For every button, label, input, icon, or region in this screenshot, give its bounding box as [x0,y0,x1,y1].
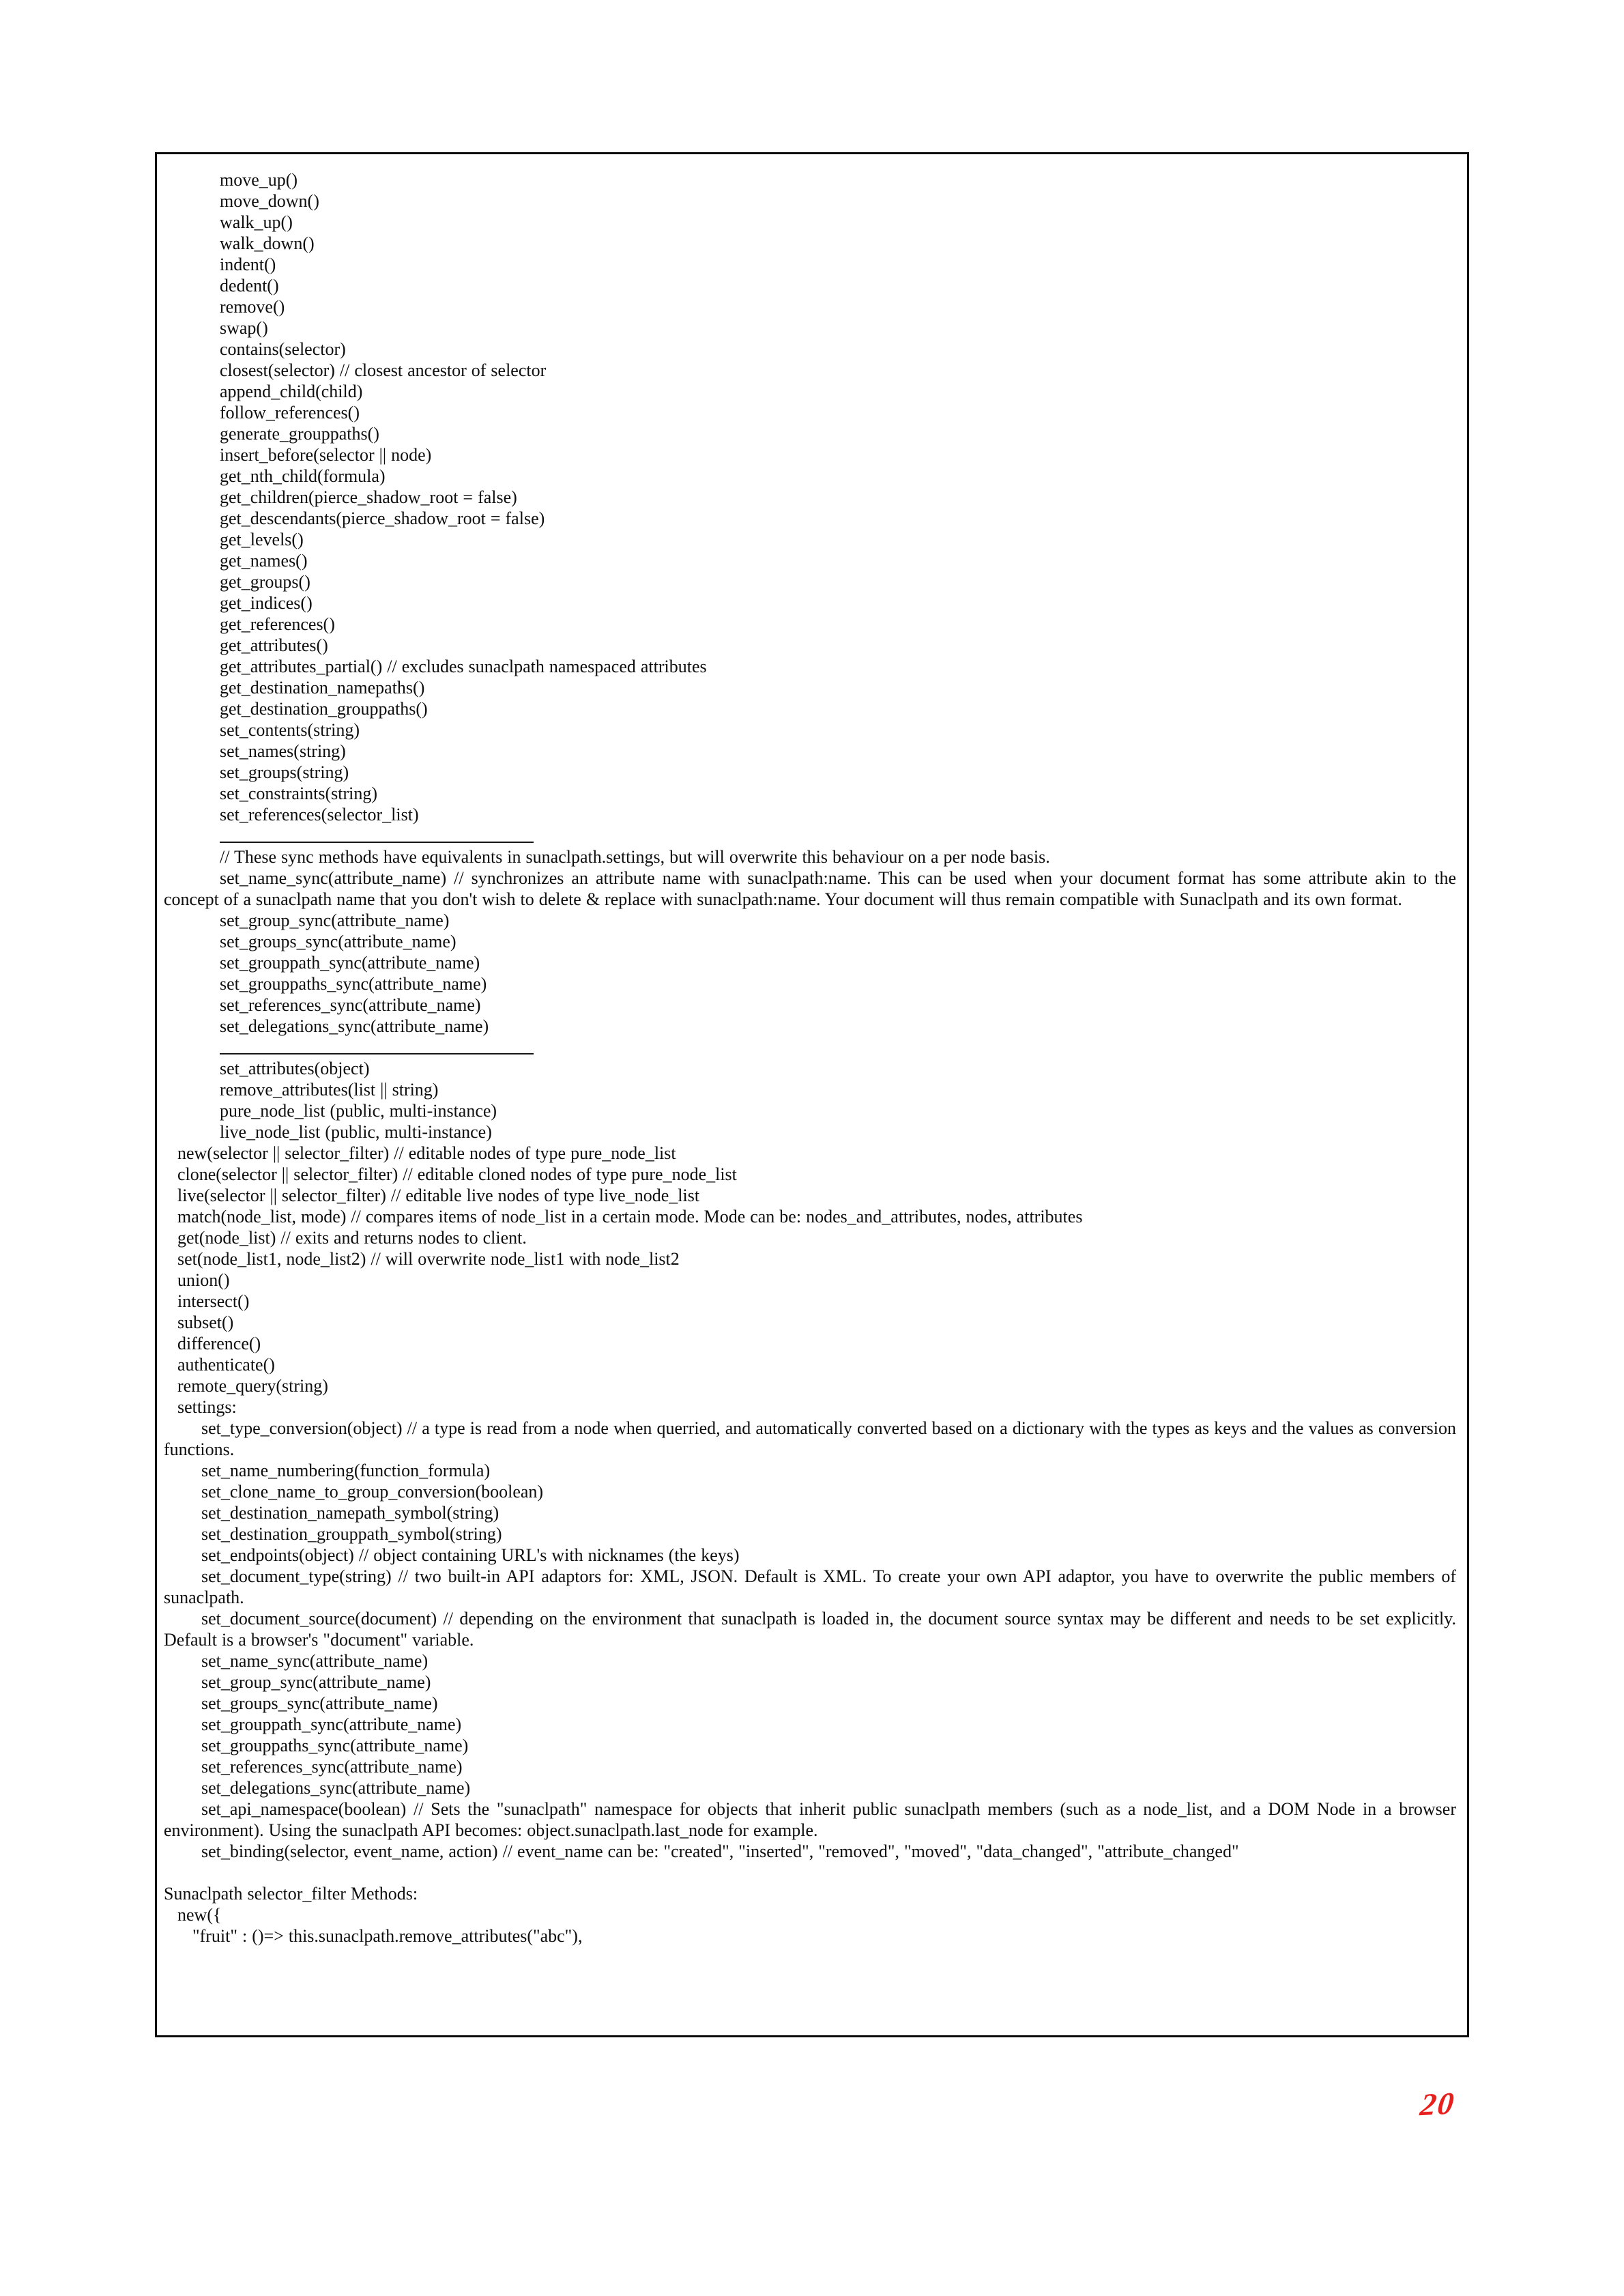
code-line: get_references() [220,614,335,634]
code-line: set_constraints(string) [220,784,378,803]
code-line: set_contents(string) [220,720,360,740]
code-line: get(node_list) // exits and returns nodes to client. [177,1228,527,1248]
code-line: live(selector || selector_filter) // editable live nodes of type live_node_list [177,1186,700,1205]
blank-line [164,1862,1456,1883]
code-line: set_grouppaths_sync(attribute_name) [201,1736,469,1755]
code-line: walk_down() [220,233,315,253]
separator-rule-line [164,825,1456,846]
code-line: get_indices() [220,593,313,613]
code-line: get_descendants(pierce_shadow_root = false) [220,508,545,528]
code-line: set_endpoints(object) // object containing URL's with nicknames (the keys) [201,1545,740,1565]
code-line: set_groups(string) [220,762,349,782]
code-line: walk_up() [220,212,293,232]
code-line: closest(selector) // closest ancestor of selector [220,360,547,380]
code-line: set_group_sync(attribute_name) [220,910,450,930]
code-line: contains(selector) [220,339,346,359]
code-line: dedent() [220,276,279,296]
code-line: set_binding(selector, event_name, action) // event_name can be: "created", "inserted", "removed", "moved", "data_changed", "attribute_changed" [201,1841,1239,1861]
code-line: intersect() [177,1291,250,1311]
code-line: get_destination_grouppaths() [220,699,428,719]
code-line: remove_attributes(list || string) [220,1080,439,1100]
document-text-frame [155,152,1469,2037]
code-line: get_children(pierce_shadow_root = false) [220,487,517,507]
code-line: generate_grouppaths() [220,424,379,444]
code-line: get_levels() [220,530,304,549]
code-line: set_group_sync(attribute_name) [201,1672,431,1692]
code-line: set_references_sync(attribute_name) [201,1757,463,1777]
code-line: live_node_list (public, multi-instance) [220,1122,492,1142]
code-line: swap() [220,318,268,338]
code-line: clone(selector || selector_filter) // editable cloned nodes of type pure_node_list [177,1164,737,1184]
code-line: set_type_conversion(object) // a type is read from a node when querried, and automatically converted based on a dictionary with the types as keys and the values as conversion functions. [164,1418,1456,1459]
code-line: get_names() [220,551,308,571]
code-line: set_groups_sync(attribute_name) [220,932,456,951]
code-line: union() [177,1270,230,1290]
code-line: get_attributes_partial() // excludes sunaclpath namespaced attributes [220,657,707,676]
code-line: subset() [177,1312,234,1332]
code-line: set_document_source(document) // depending on the environment that sunaclpath is loaded in, the document source syntax may be different and needs to be set explicitly. Default is a browser's "document" variable. [164,1609,1456,1650]
code-line: append_child(child) [220,382,363,401]
handwritten-page-number: 20 [1418,2085,1458,2123]
code-line: get_nth_child(formula) [220,466,386,486]
code-line: // These sync methods have equivalents in sunaclpath.settings, but will overwrite this behaviour on a per node basis. [220,847,1050,867]
code-line: set_delegations_sync(attribute_name) [220,1016,489,1036]
code-line: set_destination_namepath_symbol(string) [201,1503,499,1523]
code-line: remote_query(string) [177,1376,328,1396]
code-line: difference() [177,1334,261,1353]
code-line: indent() [220,255,276,274]
code-line: set_name_sync(attribute_name) // synchronizes an attribute name with sunaclpath:name. This can be used when your document format has some attribute akin to the concept of a sunaclpath name that you don't wish to delete & replace with sunaclpath:name. Your document will thus remain compatible with Sunaclpath and its own format. [164,868,1456,909]
code-line: remove() [220,297,285,317]
code-line: set_name_numbering(function_formula) [201,1461,491,1480]
horizontal-rule [220,1053,534,1054]
code-line: set_document_type(string) // two built-in API adaptors for: XML, JSON. Default is XML. To create your own API adaptor, you have to overwrite the public members of sunaclpath. [164,1566,1456,1607]
code-line: authenticate() [177,1355,275,1375]
code-line: set_references_sync(attribute_name) [220,995,481,1015]
code-line: "fruit" : ()=> this.sunaclpath.remove_attributes("abc"), [192,1926,583,1946]
code-line: set_names(string) [220,741,346,761]
code-line: set_name_sync(attribute_name) [201,1651,429,1671]
code-line: set_api_namespace(boolean) // Sets the "sunaclpath" namespace for objects that inherit public sunaclpath members (such as a node_list, and a DOM Node in a browser environment). Using the sunaclpath API becomes: object.sunaclpath.last_node for example. [164,1799,1456,1840]
code-line: set_references(selector_list) [220,805,419,824]
code-line: get_destination_namepaths() [220,678,425,698]
code-line: get_groups() [220,572,310,592]
code-line: set(node_list1, node_list2) // will overwrite node_list1 with node_list2 [177,1249,680,1269]
code-line: set_groups_sync(attribute_name) [201,1693,438,1713]
code-line: move_down() [220,191,319,211]
code-line: insert_before(selector || node) [220,445,432,465]
code-line: move_up() [220,170,298,190]
code-line: set_attributes(object) [220,1059,370,1078]
code-line: get_attributes() [220,635,328,655]
code-line: follow_references() [220,403,360,422]
code-line: set_grouppath_sync(attribute_name) [201,1714,462,1734]
separator-rule-line [164,1037,1456,1058]
code-line: set_destination_grouppath_symbol(string) [201,1524,502,1544]
code-line: set_grouppaths_sync(attribute_name) [220,974,487,994]
horizontal-rule [220,842,534,843]
code-line: match(node_list, mode) // compares items of node_list in a certain mode. Mode can be: nodes_and_attributes, nodes, attributes [177,1207,1083,1226]
code-line: settings: [177,1397,237,1417]
code-line: new({ [177,1905,222,1925]
code-line: set_clone_name_to_group_conversion(boolean) [201,1482,544,1502]
code-line: set_grouppath_sync(attribute_name) [220,953,480,973]
code-line: set_delegations_sync(attribute_name) [201,1778,471,1798]
code-line: new(selector || selector_filter) // editable nodes of type pure_node_list [177,1143,676,1163]
code-line: Sunaclpath selector_filter Methods: [164,1884,418,1904]
code-line: pure_node_list (public, multi-instance) [220,1101,497,1121]
